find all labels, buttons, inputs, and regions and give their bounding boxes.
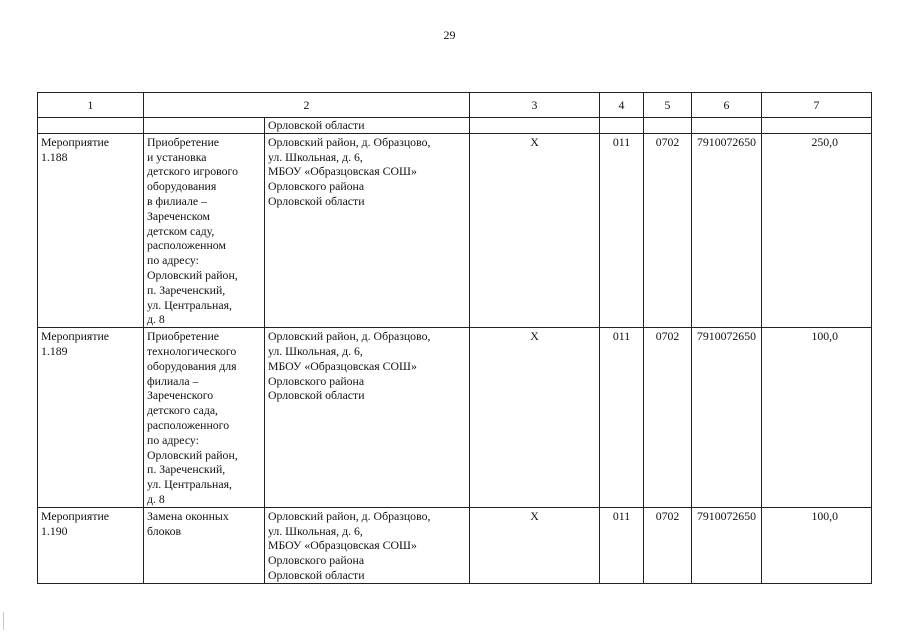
event-id: Мероприятие 1.188 — [38, 133, 144, 327]
header-col-1: 1 — [38, 93, 144, 118]
cont-cell-5 — [644, 118, 692, 134]
header-col-4: 4 — [600, 93, 644, 118]
table-row — [38, 328, 872, 508]
event-col4: 011 — [600, 328, 644, 508]
table-row — [38, 507, 872, 583]
cont-cell-1 — [38, 118, 144, 134]
event-id: Мероприятие 1.190 — [38, 507, 144, 583]
event-amount: 100,0 — [762, 507, 872, 583]
continuation-address: Орловской области — [265, 118, 470, 134]
scan-margin-mark — [3, 612, 4, 630]
header-col-5: 5 — [644, 93, 692, 118]
event-col6: 7910072650 — [692, 507, 762, 583]
event-amount: 100,0 — [762, 328, 872, 508]
event-col3: Х — [470, 328, 600, 508]
cont-cell-6 — [692, 118, 762, 134]
event-col5: 0702 — [644, 507, 692, 583]
continuation-row — [38, 118, 872, 134]
header-col-2: 2 — [144, 93, 470, 118]
event-col3: Х — [470, 507, 600, 583]
header-col-7: 7 — [762, 93, 872, 118]
event-address: Орловский район, д. Образцово, ул. Школьная, д. 6, МБОУ «Образцовская СОШ» Орловского района Орловской области — [265, 328, 470, 508]
budget-table — [37, 92, 872, 584]
event-col4: 011 — [600, 133, 644, 327]
cont-cell-2a — [144, 118, 265, 134]
event-col6: 7910072650 — [692, 328, 762, 508]
header-col-3: 3 — [470, 93, 600, 118]
event-address: Орловский район, д. Образцово, ул. Школьная, д. 6, МБОУ «Образцовская СОШ» Орловского района Орловской области — [265, 133, 470, 327]
event-id: Мероприятие 1.189 — [38, 328, 144, 508]
event-col6: 7910072650 — [692, 133, 762, 327]
event-name: Приобретение и установка детского игрового оборудования в филиале – Зареченском детском саду, расположенном по адресу: Орловский район, п. Зареченский, ул. Центральная, д. 8 — [144, 133, 265, 327]
page-number: 29 — [443, 28, 456, 42]
table-row — [38, 133, 872, 327]
cont-cell-4 — [600, 118, 644, 134]
event-name: Приобретение технологического оборудования для филиала – Зареченского детского сада, расположенного по адресу: Орловский район, п. Зареченский, ул. Центральная, д. 8 — [144, 328, 265, 508]
event-address: Орловский район, д. Образцово, ул. Школьная, д. 6, МБОУ «Образцовская СОШ» Орловского района Орловской области — [265, 507, 470, 583]
cont-cell-3 — [470, 118, 600, 134]
event-col5: 0702 — [644, 133, 692, 327]
header-col-6: 6 — [692, 93, 762, 118]
event-amount: 250,0 — [762, 133, 872, 327]
header-row — [38, 93, 872, 118]
event-col4: 011 — [600, 507, 644, 583]
event-col5: 0702 — [644, 328, 692, 508]
event-col3: Х — [470, 133, 600, 327]
cont-cell-7 — [762, 118, 872, 134]
event-name: Замена оконных блоков — [144, 507, 265, 583]
